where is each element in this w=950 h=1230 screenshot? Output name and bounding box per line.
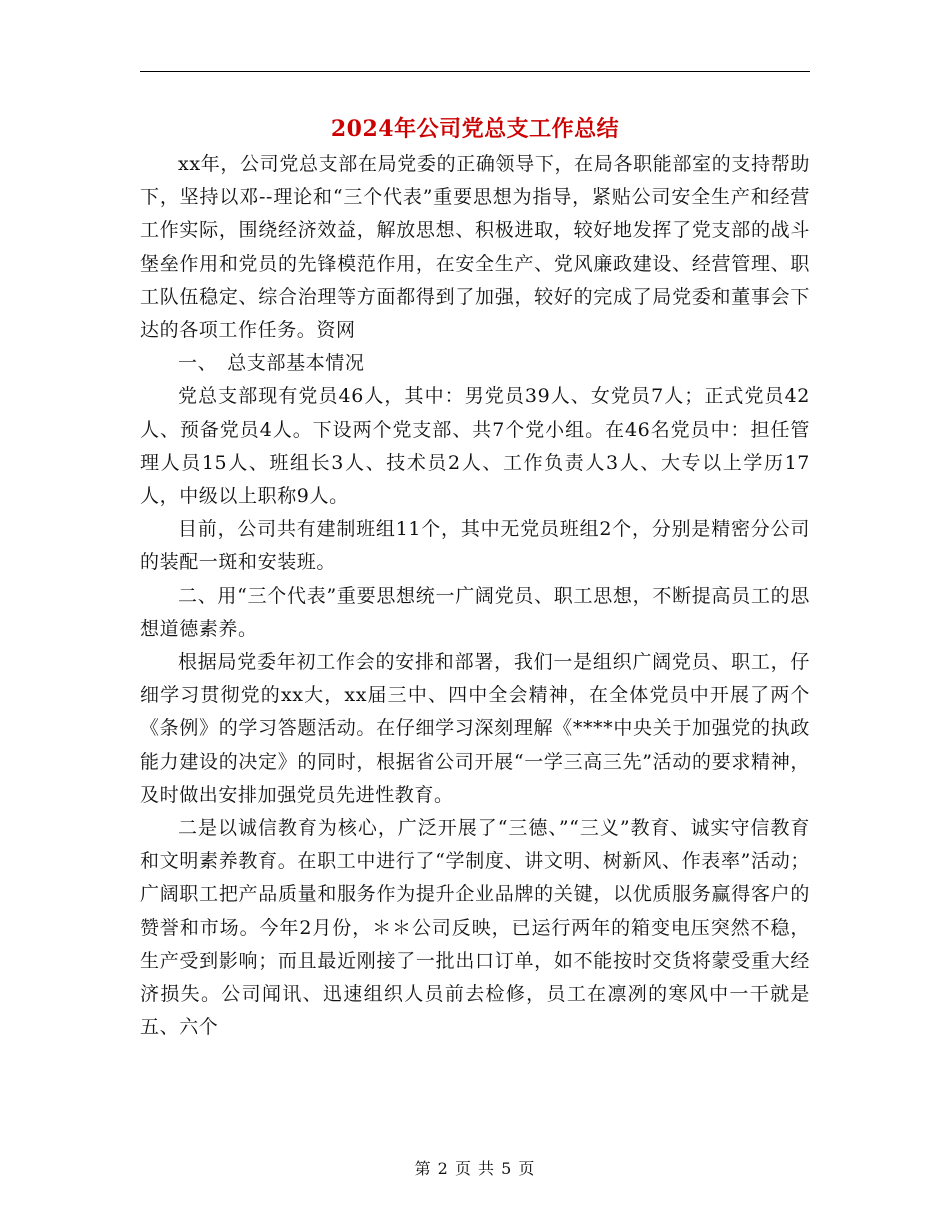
section-heading-2: 二、用“三个代表”重要思想统一广阔党员、职工思想，不断提高员工的思想道德素养。 [140,584,810,640]
section-heading-1: 一、 总支部基本情况 [178,352,365,375]
header-rule [140,71,810,72]
paragraph-intro: xx年，公司党总支部在局党委的正确领导下，在局各职能部室的支持帮助下，坚持以邓--理论和“三个代表”重要思想为指导，紧贴公司安全生产和经营工作实际，围绕经济效益，解放思想、积极进取，较好地发挥了党支部的战斗堡垒作用和党员的先锋模范作用，在安全生产、党风廉政建设、经营管理、职工队伍稳定、综合治理等方面都得到了加强，较好的完成了局党委和董事会下达的各项工作任务。资网 [140,153,810,342]
document-body [140,148,810,1044]
paragraph-member-stats: 党总支部现有党员46人，其中：男党员39人、女党员7人；正式党员42人、预备党员4人。下设两个党支部、共7个党小组。在46名党员中：担任管理人员15人、班组长3人、技术员2人、工作负责人3人、大专以上学历17人，中级以上职称9人。 [140,385,810,508]
paragraph-integrity: 二是以诚信教育为核心，广泛开展了“三德、”“三义”教育、诚实守信教育和文明素养教育。在职工中进行了“学制度、讲文明、树新风、作表率”活动；广阔职工把产品质量和服务作为提升企业品牌的关键，以优质服务赢得客户的赞誉和市场。今年2月份，＊＊公司反映，已运行两年的箱变电压突然不稳，生产受到影响；而且最近刚接了一批出口订单，如不能按时交货将蒙受重大经济损失。公司闻讯、迅速组织人员前去检修，员工在凛冽的寒风中一干就是五、六个 [140,817,810,1039]
page-number: 第 2 页 共 5 页 [414,1159,536,1178]
document-title: 2024年公司党总支工作总结 [330,116,620,142]
paragraph-teams: 目前，公司共有建制班组11个，其中无党员班组2个，分别是精密分公司的装配一斑和安装班。 [140,518,810,574]
paragraph-study: 根据局党委年初工作会的安排和部署，我们一是组织广阔党员、职工，仔细学习贯彻党的xx大，xx届三中、四中全会精神，在全体党员中开展了两个《条例》的学习答题活动。在仔细学习深刻理解《****中央关于加强党的执政能力建设的决定》的同时，根据省公司开展“一学三高三先”活动的要求精神，及时做出安排加强党员先进性教育。 [140,651,810,806]
